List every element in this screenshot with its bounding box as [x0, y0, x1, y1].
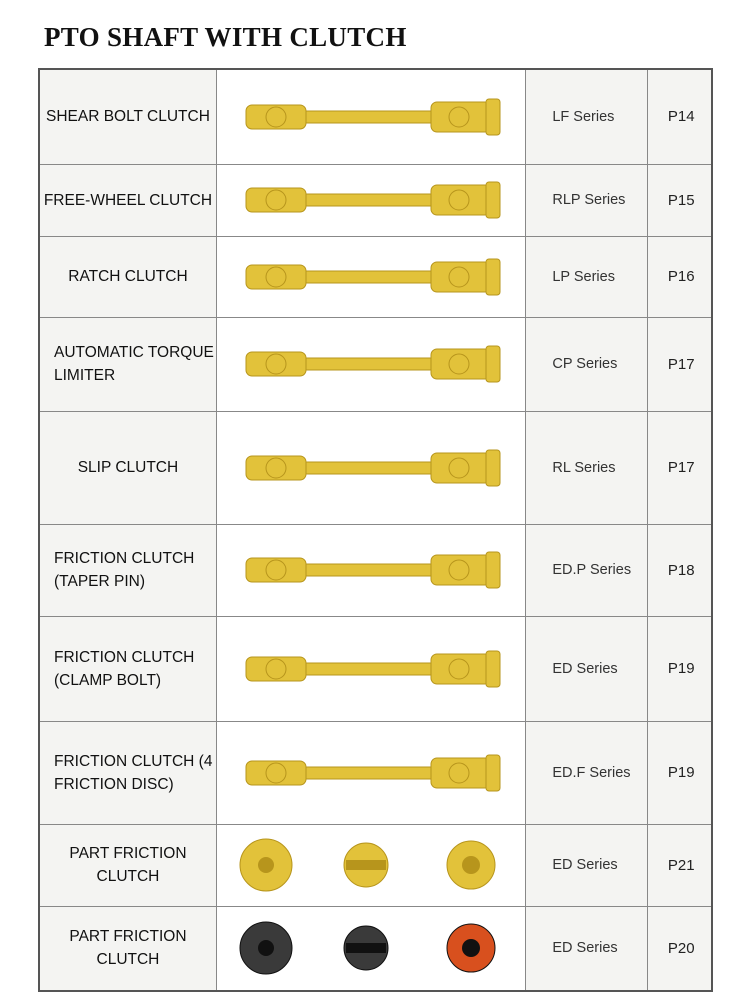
table-row	[39, 721, 712, 824]
series-label: RLP Series	[526, 164, 648, 236]
table-row	[39, 824, 712, 906]
series-label: ED Series	[526, 824, 648, 906]
page-ref: P19	[647, 721, 712, 824]
product-image	[216, 906, 525, 991]
series-label: ED Series	[526, 616, 648, 721]
page-ref: P16	[647, 236, 712, 317]
table-row	[39, 317, 712, 411]
series-label: ED Series	[526, 906, 648, 991]
page-ref: P18	[647, 524, 712, 616]
clutch-table	[38, 68, 713, 992]
table-row	[39, 164, 712, 236]
product-image	[216, 317, 525, 411]
product-image	[216, 616, 525, 721]
series-label: LF Series	[526, 69, 648, 164]
clutch-name: FREE-WHEEL CLUTCH	[39, 164, 216, 236]
page-ref: P15	[647, 164, 712, 236]
product-image	[216, 411, 525, 524]
series-label: ED.F Series	[526, 721, 648, 824]
clutch-name: RATCH CLUTCH	[39, 236, 216, 317]
product-image	[216, 824, 525, 906]
clutch-name: FRICTION CLUTCH (TAPER PIN)	[39, 524, 216, 616]
clutch-name: FRICTION CLUTCH (4 FRICTION DISC)	[39, 721, 216, 824]
product-image	[216, 69, 525, 164]
table-row	[39, 616, 712, 721]
page-ref: P19	[647, 616, 712, 721]
table-row	[39, 236, 712, 317]
clutch-name: AUTOMATIC TORQUE LIMITER	[39, 317, 216, 411]
clutch-name: FRICTION CLUTCH (CLAMP BOLT)	[39, 616, 216, 721]
series-label: ED.P Series	[526, 524, 648, 616]
product-image	[216, 236, 525, 317]
product-image	[216, 524, 525, 616]
page-ref: P17	[647, 411, 712, 524]
series-label: CP Series	[526, 317, 648, 411]
table-row	[39, 906, 712, 991]
series-label: LP Series	[526, 236, 648, 317]
page-ref: P14	[647, 69, 712, 164]
clutch-name: SHEAR BOLT CLUTCH	[39, 69, 216, 164]
table-row	[39, 411, 712, 524]
table-row	[39, 69, 712, 164]
clutch-name: PART FRICTION CLUTCH	[39, 906, 216, 991]
product-image	[216, 164, 525, 236]
page-ref: P20	[647, 906, 712, 991]
page-ref: P21	[647, 824, 712, 906]
table-row	[39, 524, 712, 616]
clutch-name: PART FRICTION CLUTCH	[39, 824, 216, 906]
page-title: PTO SHAFT WITH CLUTCH	[44, 22, 407, 52]
clutch-name: SLIP CLUTCH	[39, 411, 216, 524]
page-ref: P17	[647, 317, 712, 411]
product-image	[216, 721, 525, 824]
series-label: RL Series	[526, 411, 648, 524]
